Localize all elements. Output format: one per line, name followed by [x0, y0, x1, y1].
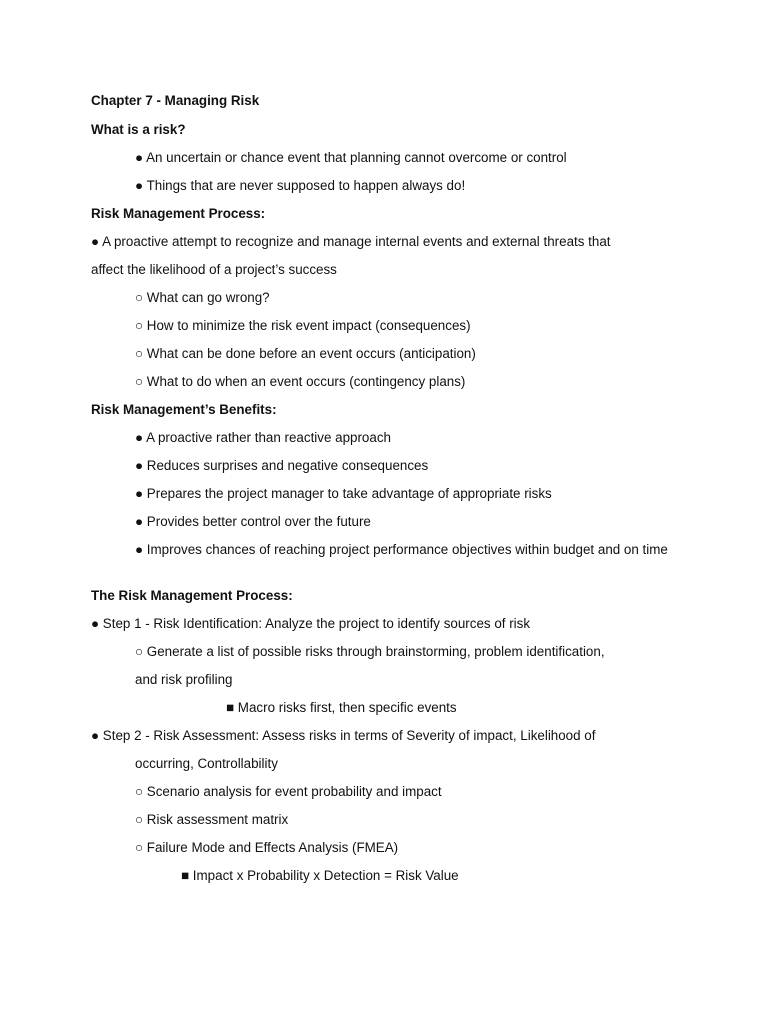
list-item: ● An uncertain or chance event that planning cannot overcome or control	[135, 150, 567, 165]
list-item: ● A proactive rather than reactive approach	[135, 430, 391, 445]
list-item: ○ What can go wrong?	[135, 290, 270, 305]
list-item: ● A proactive attempt to recognize and manage internal events and external threats that	[91, 234, 611, 249]
list-item: ○ Generate a list of possible risks through brainstorming, problem identification,	[135, 644, 605, 659]
section-heading-benefits: Risk Management’s Benefits:	[91, 402, 277, 417]
list-item: ● Prepares the project manager to take advantage of appropriate risks	[135, 486, 552, 501]
list-item: ○ Scenario analysis for event probability and impact	[135, 784, 442, 799]
list-item: ○ How to minimize the risk event impact (consequences)	[135, 318, 471, 333]
list-item-continuation: occurring, Controllability	[135, 756, 278, 771]
list-item: ■ Macro risks first, then specific events	[226, 700, 457, 715]
chapter-title: Chapter 7 - Managing Risk	[91, 93, 260, 108]
list-item-continuation: and risk profiling	[135, 672, 233, 687]
list-item: ● Step 1 - Risk Identification: Analyze the project to identify sources of risk	[91, 616, 531, 631]
list-item: ○ Failure Mode and Effects Analysis (FMEA)	[135, 840, 399, 855]
list-item: ■ Impact x Probability x Detection = Risk Value	[181, 868, 459, 883]
list-item: ○ What can be done before an event occurs (anticipation)	[135, 346, 476, 361]
list-item: ○ What to do when an event occurs (contingency plans)	[135, 374, 466, 389]
list-item: ○ Risk assessment matrix	[135, 812, 289, 827]
section-heading-the-risk-management-process: The Risk Management Process:	[91, 588, 293, 603]
list-item: ● Improves chances of reaching project performance objectives within budget and on time	[135, 542, 668, 557]
section-heading-what-is-risk: What is a risk?	[91, 122, 186, 137]
list-item-continuation: affect the likelihood of a project’s success	[91, 262, 337, 277]
list-item: ● Reduces surprises and negative consequences	[135, 458, 429, 473]
section-heading-risk-management-process: Risk Management Process:	[91, 206, 266, 221]
list-item: ● Provides better control over the future	[135, 514, 371, 529]
list-item: ● Things that are never supposed to happen always do!	[135, 178, 466, 193]
list-item: ● Step 2 - Risk Assessment: Assess risks in terms of Severity of impact, Likelihood of	[91, 728, 596, 743]
